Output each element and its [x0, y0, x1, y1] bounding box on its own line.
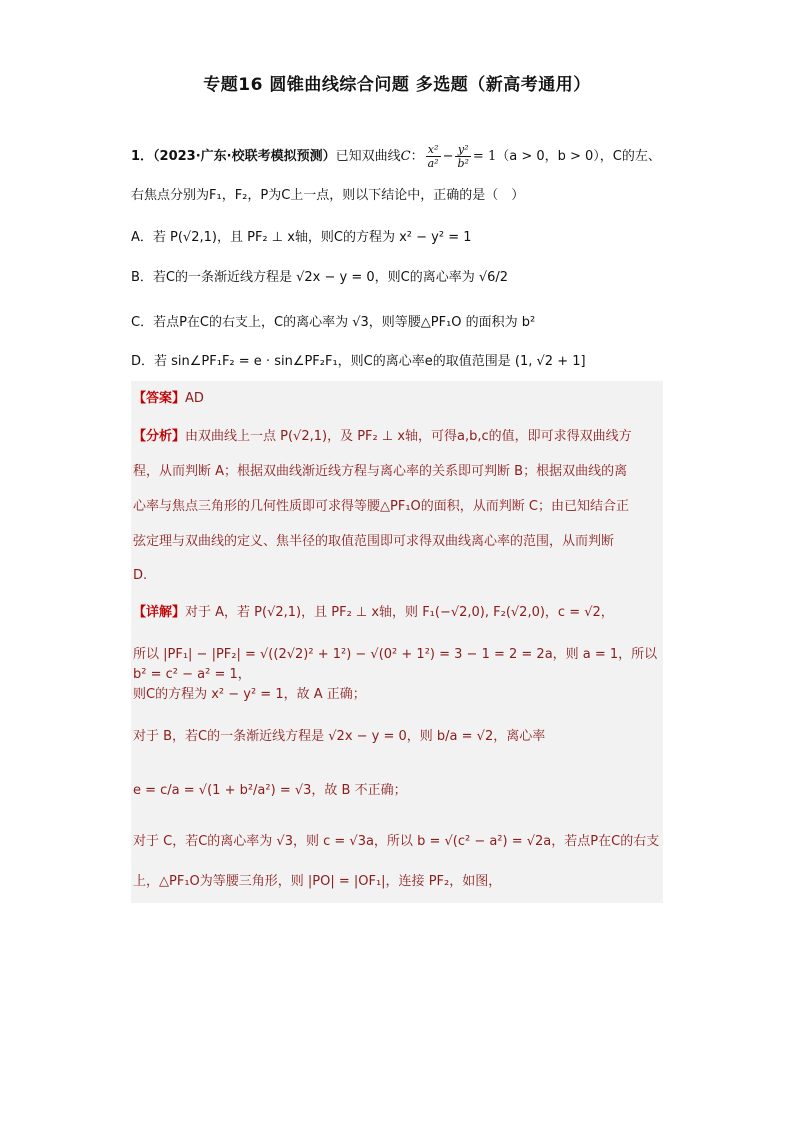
detail-line-7: 上，△PF₁O为等腰三角形，则 |PO| = |OF₁|，连接 PF₂，如图， [133, 874, 502, 889]
answer-line [133, 389, 661, 409]
detail-line-6: 对于 C，若C的离心率为 √3，则 c = √3a，所以 b = √(c² − a²) = √2a，若点P在C的右支 [133, 834, 660, 849]
stem-part1: 已知双曲线 [335, 149, 401, 164]
analysis-line-1: 【分析】由双曲线上一点 P(√2,1)，及 PF₂ ⊥ x轴，可得a,b,c的值，即可求得双曲线方 [133, 429, 632, 444]
question-stem-line2: 右焦点分别为F₁，F₂，P为C上一点，则以下结论中，正确的是（ ） [131, 188, 525, 203]
answer-value: AD [185, 391, 204, 406]
option-d[interactable]: D．若 sin∠PF₁F₂ = e · sin∠PF₂F₁，则C的离心率e的取值范围是 (1, √2 + 1] [131, 354, 586, 369]
option-c[interactable]: C．若点P在C的右支上，C的离心率为 √3，则等腰△PF₁O 的面积为 b² [131, 315, 536, 330]
question-number: 1． [131, 149, 154, 164]
analysis-line-4: 弦定理与双曲线的定义、焦半径的取值范围即可求得双曲线离心率的范围，从而判断 [133, 534, 615, 549]
detail-label: 【详解】 [133, 605, 186, 620]
page-title: 专题16 圆锥曲线综合问题 多选题（新高考通用） [203, 75, 591, 95]
detail-line-5: e = c/a = √(1 + b²/a²) = √3，故 B 不正确； [133, 783, 407, 798]
detail-line-2: 所以 |PF₁| − |PF₂| = √((2√2)² + 1²) − √(0² + 1²) = 3 − 1 = 2 = 2a，则 a = 1，所以 b² = c² − a² = 1， [133, 647, 658, 682]
analysis-label: 【分析】 [133, 429, 186, 444]
detail-line-3: 则C的方程为 x² − y² = 1，故 A 正确； [133, 687, 366, 702]
detail-line-4: 对于 B，若C的一条渐近线方程是 √2x − y = 0，则 b/a = √2，离心率 [133, 729, 546, 744]
question-source: （2023·广东·校联考模拟预测） [153, 149, 336, 164]
detail-line-1: 【详解】对于 A，若 P(√2,1)，且 PF₂ ⊥ x轴，则 F₁(−√2,0), F₂(√2,0)，c = √2， [133, 605, 614, 620]
option-a[interactable]: A．若 P(√2,1)，且 PF₂ ⊥ x轴，则C的方程为 x² − y² = 1 [131, 230, 472, 245]
question-stem: 1．（2023·广东·校联考模拟预测）已知双曲线C： $\frac{\text{x²}}{\text{a²}}$ − $\frac{\text{y²}}{\text{b²}}$ = 1（a > 0，b > 0），C的左、 [131, 143, 661, 170]
analysis-line-2: 程，从而判断 A；根据双曲线渐近线方程与离心率的关系即可判断 B；根据双曲线的离 [133, 464, 628, 479]
analysis-line-3: 心率与焦点三角形的几何性质即可求得等腰△PF₁O的面积，从而判断 C；由已知结合正 [133, 499, 629, 514]
option-b[interactable]: B．若C的一条渐近线方程是 √2x − y = 0，则C的离心率为 √6/2 [131, 270, 509, 285]
analysis-line-5: D. [133, 568, 148, 583]
solution-panel [131, 381, 663, 903]
answer-label: 【答案】 [133, 391, 186, 406]
stem-part2: （a > 0，b > 0），C的左、 [496, 149, 661, 164]
